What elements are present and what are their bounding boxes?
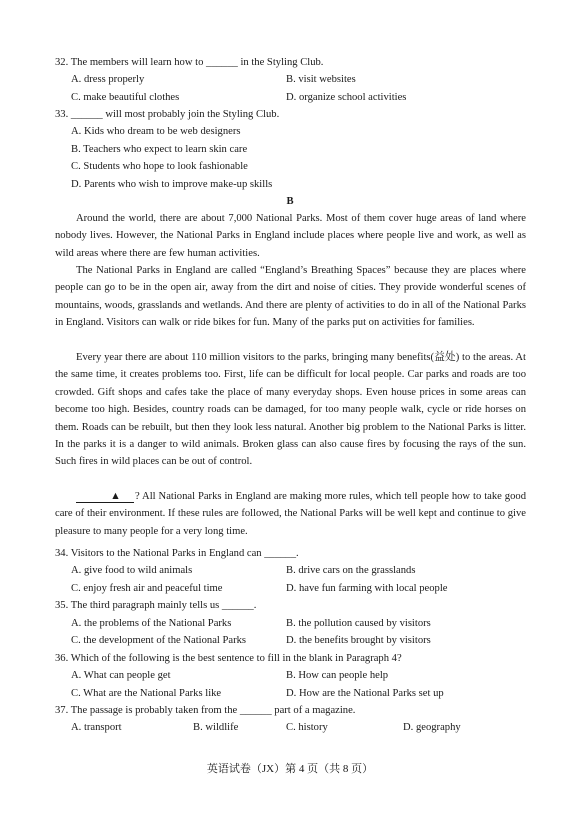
q32-option-c: C. make beautiful clothes — [71, 92, 180, 103]
question-33-stem: 33. ______ will most probably join the Styling Club. — [55, 109, 280, 120]
q36-option-a: A. What can people get — [71, 670, 171, 681]
blank-marker: ▲ — [76, 491, 134, 503]
q34-option-d: D. have fun farming with local people — [286, 583, 448, 594]
passage-paragraph-2: The National Parks in England are called “England’s Breathing Spaces” because they are places where people can go to be in the open air, away from the dirt and noise of cities. They provide wonderful scenes of mountains, woods, grasslands and wetlands. And there are plenty of activities to do in all of the National Parks in England. Visitors can walk or ride bikes for fun. Many of the parks put on activities for families. — [55, 265, 526, 329]
passage-paragraph-3: Every year there are about 110 million visitors to the parks, bringing many benefits(益处) to the areas. At the same time, it creates problems too. First, life can be difficult for local people. Car parks and roads are too crowded. Gift shops and cafes take the place of many everyday shops. Even house prices in some areas can become too high. Besides, country roads can be damaged, for too many people walk, cycle or ride horses on them. Roads can be rebuilt, but then they look less natural. Another big problem to the National Parks is litter. In the parks it is a danger to wild animals. Broken glass can also cause fires by focusing the rays of the sun. Such fires in wild places can be out of control. — [55, 352, 526, 468]
q33-option-c: C. Students who hope to look fashionable — [71, 161, 248, 172]
q36-option-d: D. How are the National Parks set up — [286, 688, 444, 699]
q33-option-a: A. Kids who dream to be web designers — [71, 126, 241, 137]
paragraph-4-text: ? All National Parks in England are making more rules, which tell people how to take good care of their environment. If these rules are followed, the National Parks will be well kept and continue to give pleasure to many people for a very long time. — [55, 491, 526, 537]
question-34-stem: 34. Visitors to the National Parks in England can ______. — [55, 548, 299, 559]
page-footer: 英语试卷（JX）第 4 页（共 8 页） — [206, 763, 374, 775]
q35-option-c: C. the development of the National Parks — [71, 635, 247, 646]
question-32-stem: 32. The members will learn how to ______ in the Styling Club. — [55, 57, 324, 68]
q34-option-a: A. give food to wild animals — [71, 565, 193, 576]
q32-option-d: D. organize school activities — [286, 92, 407, 103]
q37-option-d: D. geography — [403, 722, 461, 733]
q32-option-a: A. dress properly — [71, 74, 145, 85]
q37-option-a: A. transport — [71, 722, 122, 733]
question-36-stem: 36. Which of the following is the best sentence to fill in the blank in Paragraph 4? — [55, 653, 402, 664]
question-35-stem: 35. The third paragraph mainly tells us ______. — [55, 600, 257, 611]
q36-option-c: C. What are the National Parks like — [71, 688, 222, 699]
q35-option-a: A. the problems of the National Parks — [71, 618, 232, 629]
q36-option-b: B. How can people help — [286, 670, 389, 681]
question-37-stem: 37. The passage is probably taken from the ______ part of a magazine. — [55, 705, 356, 716]
q37-option-c: C. history — [286, 722, 328, 733]
q33-option-d: D. Parents who wish to improve make-up skills — [71, 179, 273, 190]
q34-option-b: B. drive cars on the grasslands — [286, 565, 416, 576]
q37-option-b: B. wildlife — [193, 722, 239, 733]
q33-option-b: B. Teachers who expect to learn skin care — [71, 144, 248, 155]
passage-paragraph-4 — [55, 488, 526, 540]
q35-option-b: B. the pollution caused by visitors — [286, 618, 431, 629]
q32-option-b: B. visit websites — [286, 74, 356, 85]
section-b-heading: B — [286, 196, 294, 207]
q35-option-d: D. the benefits brought by visitors — [286, 635, 431, 646]
q34-option-c: C. enjoy fresh air and peaceful time — [71, 583, 223, 594]
passage-paragraph-1: Around the world, there are about 7,000 National Parks. Most of them cover huge areas of land where nobody lives. However, the National Parks in England include places where people live and work, as well as wild areas where there are few human activities. — [55, 213, 526, 259]
